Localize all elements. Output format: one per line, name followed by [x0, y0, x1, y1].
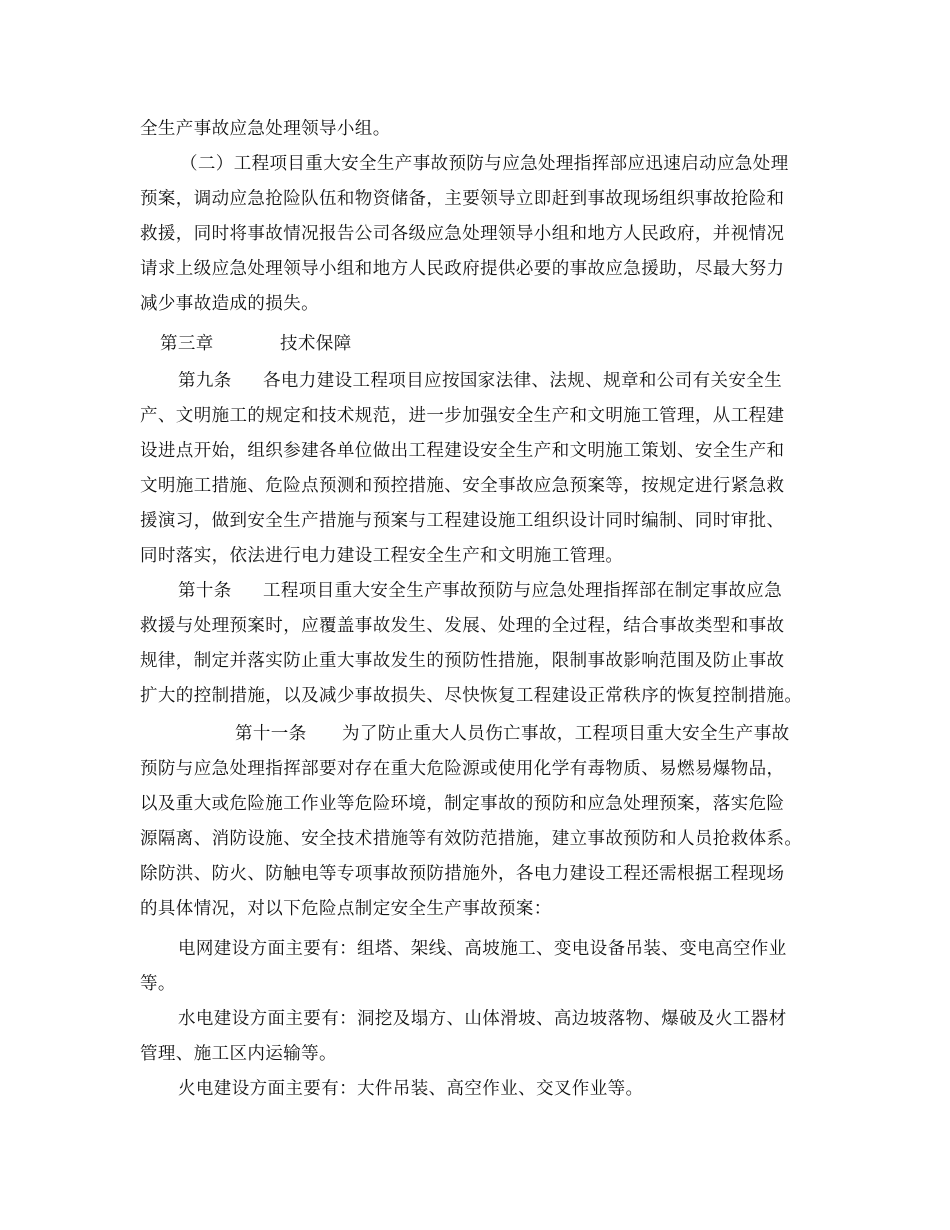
text-line: 等。 — [140, 974, 176, 994]
text-line: 预防与应急处理指挥部要对存在重大危险源或使用化学有毒物质、易燃易爆物品， — [140, 759, 785, 779]
text-line: 产、文明施工的规定和技术规范，进一步加强安全生产和文明施工管理，从工程建 — [140, 406, 785, 426]
article-number: 第十条 — [178, 581, 232, 601]
paragraph-line: 水电建设方面主要有：洞挖及塌方、山体滑坡、高边坡落物、爆破及火工器材 — [178, 1009, 787, 1029]
text-line: 除防洪、防火、防触电等专项事故预防措施外，各电力建设工程还需根据工程现场 — [140, 864, 785, 884]
text-line: 请求上级应急处理领导小组和地方人民政府提供必要的事故应急援助，尽最大努力 — [140, 259, 785, 279]
article-number: 第十一条 — [235, 724, 307, 744]
text-line: 同时落实，依法进行电力建设工程安全生产和文明施工管理。 — [140, 546, 624, 566]
text-line: 源隔离、消防设施、安全技术措施等有效防范措施，建立事故预防和人员抢救体系。 — [140, 829, 803, 849]
article-text: 工程项目重大安全生产事故预防与应急处理指挥部在制定事故应急 — [263, 581, 783, 601]
text-line: 以及重大或危险施工作业等危险环境，制定事故的预防和应急处理预案，落实危险 — [140, 794, 785, 814]
text-line: 管理、施工区内运输等。 — [140, 1044, 337, 1064]
text-line: 援演习，做到安全生产措施与预案与工程建设施工组织设计同时编制、同时审批、 — [140, 511, 785, 531]
text-line: 救援，同时将事故情况报告公司各级应急处理领导小组和地方人民政府，并视情况 — [140, 224, 785, 244]
chapter-number: 第三章 — [160, 334, 214, 354]
text-line: 预案，调动应急抢险队伍和物资储备，主要领导立即赶到事故现场组织事故抢险和 — [140, 189, 785, 209]
text-line: 救援与处理预案时，应覆盖事故发生、发展、处理的全过程，结合事故类型和事故 — [140, 616, 785, 636]
paragraph-line: （二）工程项目重大安全生产事故预防与应急处理指挥部应迅速启动应急处理 — [180, 154, 789, 174]
paragraph-line: 火电建设方面主要有：大件吊装、高空作业、交叉作业等。 — [178, 1079, 644, 1099]
chapter-title: 技术保障 — [280, 334, 352, 354]
text-line: 扩大的控制措施，以及减少事故损失、尽快恢复工程建设正常秩序的恢复控制措施。 — [140, 686, 803, 706]
paragraph-line: 电网建设方面主要有：组塔、架线、高坡施工、变电设备吊装、变电高空作业 — [178, 939, 787, 959]
article-text: 各电力建设工程项目应按国家法律、法规、规章和公司有关安全生 — [263, 371, 783, 391]
article-number: 第九条 — [178, 371, 232, 391]
text-line: 文明施工措施、危险点预测和预控措施、安全事故应急预案等，按规定进行紧急救 — [140, 476, 785, 496]
text-line: 设进点开始，组织参建各单位做出工程建设安全生产和文明施工策划、安全生产和 — [140, 441, 785, 461]
text-line: 减少事故造成的损失。 — [140, 294, 319, 314]
article-text: 为了防止重大人员伤亡事故，工程项目重大安全生产事故 — [342, 724, 790, 744]
text-line: 全生产事故应急处理领导小组。 — [140, 119, 391, 139]
text-line: 的具体情况，对以下危险点制定安全生产事故预案： — [140, 899, 552, 919]
text-line: 规律，制定并落实防止重大事故发生的预防性措施，限制事故影响范围及防止事故 — [140, 651, 785, 671]
